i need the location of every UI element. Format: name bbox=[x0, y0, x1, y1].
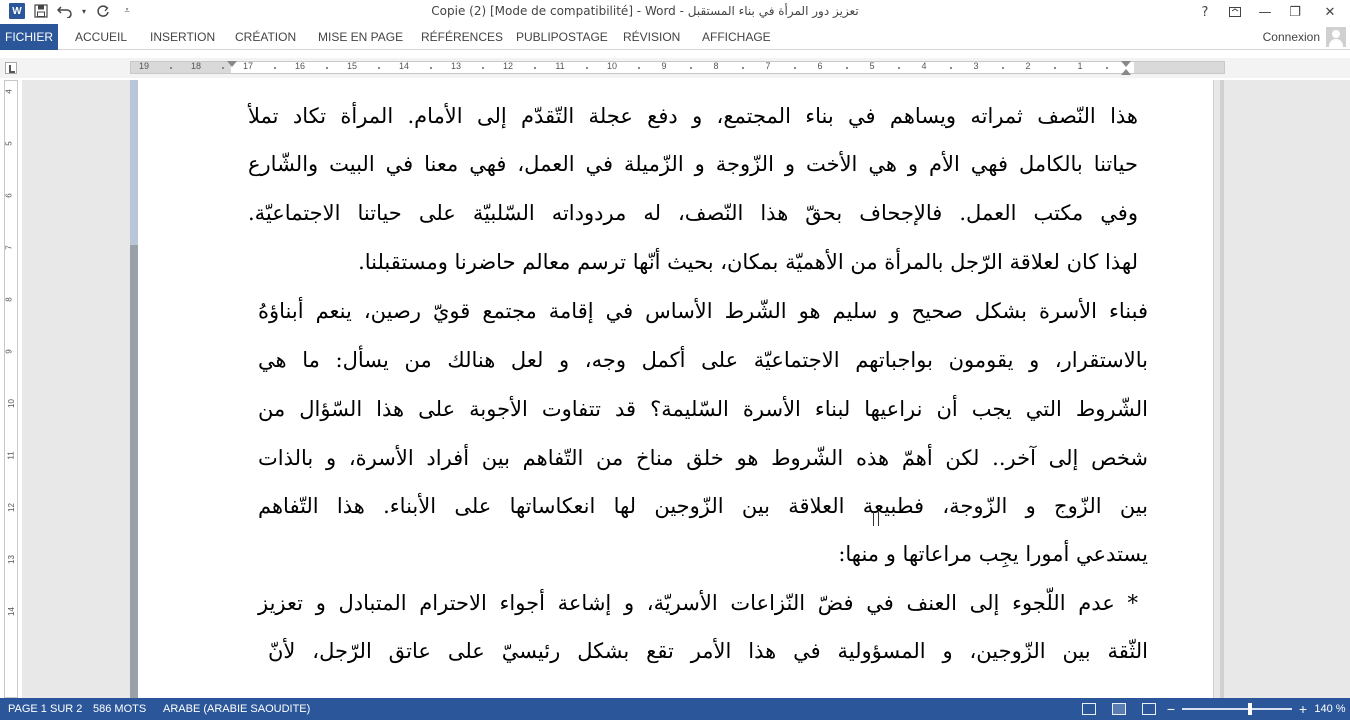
text-cursor-icon bbox=[873, 512, 879, 526]
ribbon-display-options-icon[interactable] bbox=[1220, 0, 1250, 24]
document-line[interactable]: بالاستقرار، و يقومون بواجباتهم الاجتماعيّة على أكمل وجه، و لعل هنالك من يسأل: ما هي bbox=[258, 348, 1148, 372]
vertical-ruler-number: 7 bbox=[4, 245, 14, 250]
ruler-number: 3 bbox=[973, 61, 979, 71]
document-page[interactable] bbox=[138, 80, 1214, 698]
page-edge-highlight bbox=[130, 80, 138, 245]
document-line[interactable]: هذا النّصف ثمراته ويساهم في بناء المجتمع، و دفع عجلة التّقدّم إلى الأمام. المرأة تكاد تملأ bbox=[248, 104, 1138, 128]
vertical-ruler-number: 14 bbox=[6, 607, 16, 616]
ruler-tick bbox=[586, 67, 588, 69]
ruler-tick bbox=[274, 67, 276, 69]
web-layout-icon[interactable] bbox=[1142, 703, 1156, 715]
tab-review[interactable]: RÉVISION bbox=[623, 30, 681, 44]
ruler-tick bbox=[638, 67, 640, 69]
document-line[interactable]: الشّروط التي يجب أن نراعيها لبناء الأسرة السّليمة؟ قد تتفاوت الأجوبة على هذا السّؤال من bbox=[258, 397, 1148, 421]
customize-qat-icon[interactable]: ⩡ bbox=[124, 6, 130, 16]
vertical-ruler-number: 6 bbox=[4, 193, 14, 198]
ruler-number: 14 bbox=[398, 61, 410, 71]
tab-references[interactable]: RÉFÉRENCES bbox=[421, 30, 504, 44]
read-mode-icon[interactable] bbox=[1082, 703, 1096, 715]
tab-home[interactable]: ACCUEIL bbox=[75, 30, 128, 44]
ruler-number: 16 bbox=[294, 61, 306, 71]
ruler-number: 19 bbox=[138, 61, 150, 71]
ruler-row bbox=[0, 58, 1350, 78]
save-icon[interactable] bbox=[32, 2, 50, 20]
ruler-number: 18 bbox=[190, 61, 202, 71]
ruler-number: 13 bbox=[450, 61, 462, 71]
vertical-scrollbar[interactable] bbox=[1220, 80, 1224, 698]
ruler-tick bbox=[482, 67, 484, 69]
ruler-number: 11 bbox=[555, 61, 565, 71]
vertical-ruler-number: 8 bbox=[4, 297, 14, 302]
ruler-tick bbox=[378, 67, 380, 69]
vertical-ruler-number: 9 bbox=[4, 349, 14, 354]
ruler-tick bbox=[950, 67, 952, 69]
document-line[interactable]: فبناء الأسرة بشكل صحيح و سليم هو الشّرط الأساس في إقامة مجتمع قويّ رصين، ينعم أبناؤهُ bbox=[258, 299, 1148, 323]
zoom-level[interactable]: 140 % bbox=[1314, 703, 1346, 715]
ruler-number: 1 bbox=[1077, 61, 1083, 71]
tab-insert[interactable]: INSERTION bbox=[150, 30, 216, 44]
title-bar bbox=[0, 0, 1350, 24]
document-line[interactable]: وفي مكتب العمل. فالإجحاف بحقّ هذا النّصف، له مردوداته السّلبيّة على حياتنا الاجتماعيّة. bbox=[248, 201, 1138, 225]
first-line-indent-marker[interactable] bbox=[1121, 61, 1131, 67]
quick-access-toolbar bbox=[8, 2, 136, 20]
ruler-tick bbox=[794, 67, 796, 69]
document-line[interactable]: شخص إلى آخر.. لكن أهمّ هذه الشّروط هو خلق مناخ من التّفاهم بين أفراد الأسرة، و بالذات bbox=[258, 446, 1148, 470]
ruler-number: 12 bbox=[502, 61, 514, 71]
vertical-ruler-number: 11 bbox=[6, 451, 16, 460]
ruler-number: 9 bbox=[661, 61, 667, 71]
ruler-tick bbox=[742, 67, 744, 69]
vertical-ruler-number: 4 bbox=[4, 89, 14, 94]
zoom-slider[interactable] bbox=[1182, 708, 1292, 710]
tab-design[interactable]: CRÉATION bbox=[235, 30, 297, 44]
tab-view[interactable]: AFFICHAGE bbox=[702, 30, 771, 44]
window-controls bbox=[1190, 0, 1350, 24]
signin-area[interactable] bbox=[1263, 24, 1346, 50]
print-layout-icon[interactable] bbox=[1112, 703, 1126, 715]
ruler-tick bbox=[1106, 67, 1108, 69]
document-line[interactable]: * عدم اللّجوء إلى العنف في فضّ النّزاعات الأسريّة، و إشاعة أجواء الاحترام المتبادل و تعزيز bbox=[258, 591, 1138, 615]
minimize-icon[interactable]: — bbox=[1258, 4, 1272, 20]
page-count[interactable]: PAGE 1 SUR 2 bbox=[8, 703, 83, 715]
close-icon[interactable]: ✕ bbox=[1324, 4, 1336, 20]
ruler-tick bbox=[534, 67, 536, 69]
ruler-tick bbox=[690, 67, 692, 69]
undo-dropdown-icon[interactable]: ▾ bbox=[81, 6, 86, 16]
tab-selector-icon[interactable] bbox=[5, 62, 17, 74]
zoom-slider-thumb[interactable] bbox=[1248, 703, 1252, 715]
restore-icon[interactable]: ❐ bbox=[1289, 4, 1301, 20]
ruler-number: 7 bbox=[765, 61, 771, 71]
left-indent-marker[interactable] bbox=[227, 61, 237, 67]
avatar[interactable] bbox=[1326, 27, 1346, 47]
ruler-number: 17 bbox=[242, 61, 254, 71]
tab-mailings[interactable]: PUBLIPOSTAGE bbox=[516, 30, 608, 44]
document-line[interactable]: لهذا كان لعلاقة الرّجل بالمرأة من الأهميّة بمكان، بحيث أنّها ترسم معالم حاضرنا ومستقبلنا. bbox=[358, 250, 1138, 274]
ribbon-tabs bbox=[0, 24, 1350, 50]
vertical-ruler-number: 13 bbox=[6, 555, 16, 564]
repeat-icon[interactable] bbox=[94, 2, 112, 20]
ruler-number: 2 bbox=[1025, 61, 1031, 71]
vertical-ruler-number: 10 bbox=[6, 399, 16, 408]
signin-label[interactable]: Connexion bbox=[1262, 30, 1320, 44]
status-bar bbox=[0, 698, 1350, 720]
ruler-number: 15 bbox=[346, 61, 358, 71]
vertical-ruler[interactable] bbox=[4, 80, 18, 698]
document-line[interactable]: حياتنا بالكامل فهي الأم و هي الأخت و الزّوجة و الزّميلة في العمل، فهي معنا في البيت والشّارع bbox=[248, 152, 1138, 176]
ruler-number: 4 bbox=[921, 61, 927, 71]
ruler-tick bbox=[898, 67, 900, 69]
zoom-out-button[interactable]: − bbox=[1166, 701, 1176, 717]
zoom-in-button[interactable]: + bbox=[1298, 701, 1308, 717]
window-title: تعزيز دور المرأة في بناء المستقبل - Copie (2) [Mode de compatibilité] - Word bbox=[431, 4, 859, 18]
document-line[interactable]: يستدعي أمورا يجِب مراعاتها و منها: bbox=[838, 542, 1148, 566]
ruler-number: 8 bbox=[713, 61, 719, 71]
undo-icon[interactable] bbox=[56, 2, 74, 20]
document-line[interactable]: بين الزّوج و الزّوجة، فطبيعة العلاقة بين الزّوجين لها انعكاساتها على الأبناء. هذا التّفاهم bbox=[258, 494, 1148, 518]
ruler-tick bbox=[1002, 67, 1004, 69]
horizontal-ruler[interactable] bbox=[130, 61, 1225, 74]
tab-layout[interactable]: MISE EN PAGE bbox=[318, 30, 404, 44]
ruler-tick bbox=[1054, 67, 1056, 69]
ruler-number: 6 bbox=[817, 61, 823, 71]
hanging-indent-marker[interactable] bbox=[1121, 69, 1131, 75]
tab-file[interactable]: FICHIER bbox=[0, 24, 58, 50]
ruler-tick bbox=[846, 67, 848, 69]
language-indicator[interactable]: ARABE (ARABIE SAOUDITE) bbox=[163, 703, 311, 715]
ruler-tick bbox=[430, 67, 432, 69]
word-app-icon[interactable]: W bbox=[8, 2, 26, 20]
vertical-ruler-number: 12 bbox=[6, 503, 16, 512]
ruler-tick bbox=[170, 67, 172, 69]
ruler-right-margin bbox=[1134, 62, 1224, 73]
document-canvas bbox=[22, 80, 1350, 698]
page-edge bbox=[130, 80, 138, 698]
document-line[interactable]: الثّقة بين الزّوجين، و المسؤولية في هذا الأمر تقع بشكل رئيسيّ على عاتق الرّجل، لأنّ bbox=[268, 639, 1148, 663]
vertical-ruler-number: 5 bbox=[4, 141, 14, 146]
ruler-tick bbox=[222, 67, 224, 69]
ruler-number: 10 bbox=[606, 61, 618, 71]
ruler-number: 5 bbox=[869, 61, 875, 71]
ruler-tick bbox=[326, 67, 328, 69]
help-icon[interactable]: ? bbox=[1201, 4, 1209, 20]
word-count[interactable]: 586 MOTS bbox=[93, 703, 147, 715]
status-right bbox=[1074, 698, 1350, 720]
